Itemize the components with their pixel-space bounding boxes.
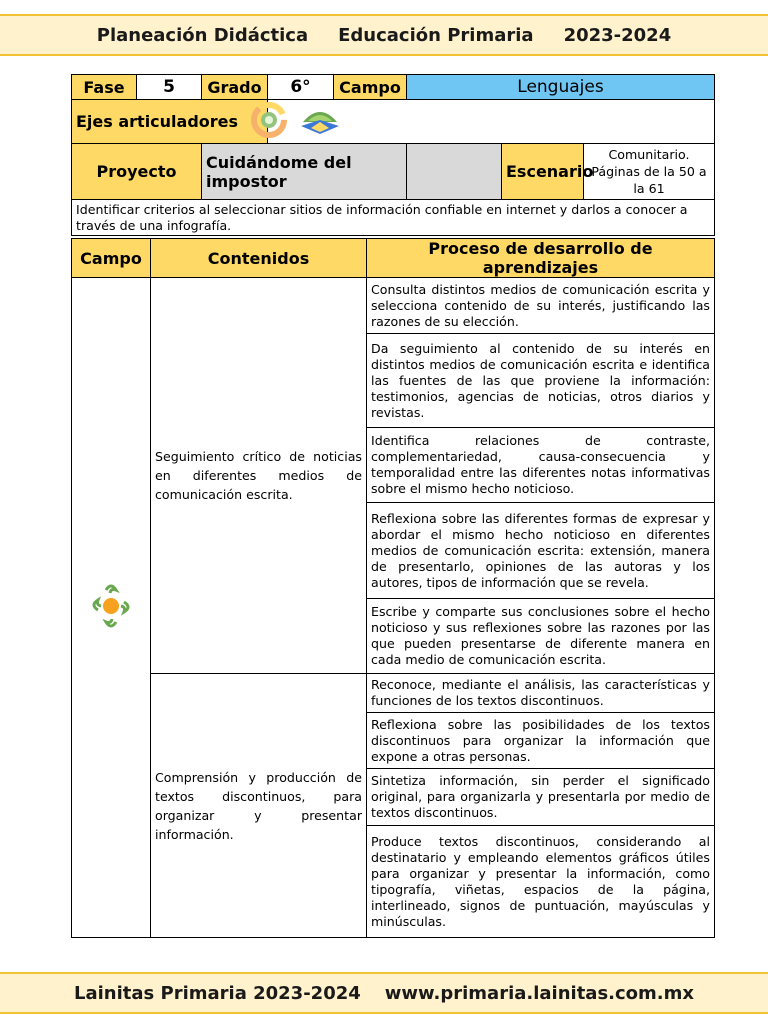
footer-brand: Lainitas Primaria 2023-2024	[74, 982, 361, 1004]
escenario-value: Comunitario. Páginas de la 50 a la 61	[584, 144, 715, 200]
header-year: 2023-2024	[563, 24, 672, 46]
grado-value: 6°	[268, 75, 334, 100]
campo-value: Lenguajes	[407, 75, 715, 100]
ejes-icons	[268, 100, 715, 144]
objetivo-text: Identificar criterios al seleccionar sitios de información confiable en internet y darlos a conocer a través de una infografía.	[72, 200, 715, 236]
grado-label: Grado	[202, 75, 268, 100]
lenguajes-icon	[88, 617, 134, 636]
contenido-1: Seguimiento crítico de noticias en diferentes medios de comunicación escrita.	[151, 278, 367, 674]
proceso-2-2: Reflexiona sobre las posibilidades de los textos discontinuos para organizar la información que expone a otras personas.	[367, 713, 715, 769]
ejes-label: Ejes articuladores	[72, 100, 268, 144]
campo-icon-cell	[72, 278, 151, 938]
header-level: Educación Primaria	[338, 24, 534, 46]
proyecto-label: Proyecto	[72, 144, 202, 200]
fase-value: 5	[137, 75, 202, 100]
proceso-2-1: Reconoce, mediante el análisis, las características y funciones de los textos discontinuos.	[367, 674, 715, 713]
campo-label: Campo	[334, 75, 407, 100]
col-header-proceso: Proceso de desarrollo de aprendizajes	[367, 239, 715, 278]
escenario-label: Escenario	[502, 144, 584, 200]
proceso-2-3: Sintetiza información, sin perder el significado original, para organizarla y presentarla por medio de textos discontinuos.	[367, 769, 715, 826]
proceso-1-4: Reflexiona sobre las diferentes formas de expresar y abordar el mismo hecho noticioso en diferentes medios de comunicación escrita: extensión, manera de presentarlo, opiniones de las autoras y los autores, tipos de información que se revela.	[367, 503, 715, 599]
footer-url[interactable]: www.primaria.lainitas.com.mx	[384, 982, 694, 1004]
header-title: Planeación Didáctica	[96, 24, 309, 46]
proceso-1-5: Escribe y comparte sus conclusiones sobre el hecho noticioso y sus reflexiones sobre las razones por las que pueden presentarse de diferente manera en cada medio de comunicación escrita.	[367, 599, 715, 674]
contenido-2: Comprensión y producción de textos discontinuos, para organizar y presentar información.	[151, 674, 367, 938]
vida-saludable-icon	[297, 102, 343, 142]
proceso-2-4: Produce textos discontinuos, considerando al destinatario y empleando elementos gráficos útiles para organizar y presentar la información, como tipografía, viñetas, espacios de la página, interlineado, signos de puntuación, mayúsculas y minúsculas.	[367, 826, 715, 938]
footer-banner	[0, 972, 768, 1014]
proceso-1-1: Consulta distintos medios de comunicación escrita y selecciona contenido de su interés, justificando las razones de su elección.	[367, 278, 715, 334]
proyecto-value: Cuidándome del impostor	[202, 144, 407, 200]
info-table	[71, 74, 715, 236]
fase-label: Fase	[72, 75, 137, 100]
col-header-campo: Campo	[72, 239, 151, 278]
proceso-1-3: Identifica relaciones de contraste, complementariedad, causa-consecuencia y temporalidad entre las diferentes notas informativas sobre el mismo hecho noticioso.	[367, 428, 715, 503]
col-header-contenidos: Contenidos	[151, 239, 367, 278]
proceso-1-2: Da seguimiento al contenido de su interés en distintos medios de comunicación escrita e identifica las fuentes de las que proviene la información: testimonios, agencias de noticias, otros diarios y revistas.	[367, 334, 715, 428]
contenidos-table	[71, 238, 715, 938]
header-banner	[0, 14, 768, 56]
interculturalidad-critica-icon	[250, 101, 288, 143]
